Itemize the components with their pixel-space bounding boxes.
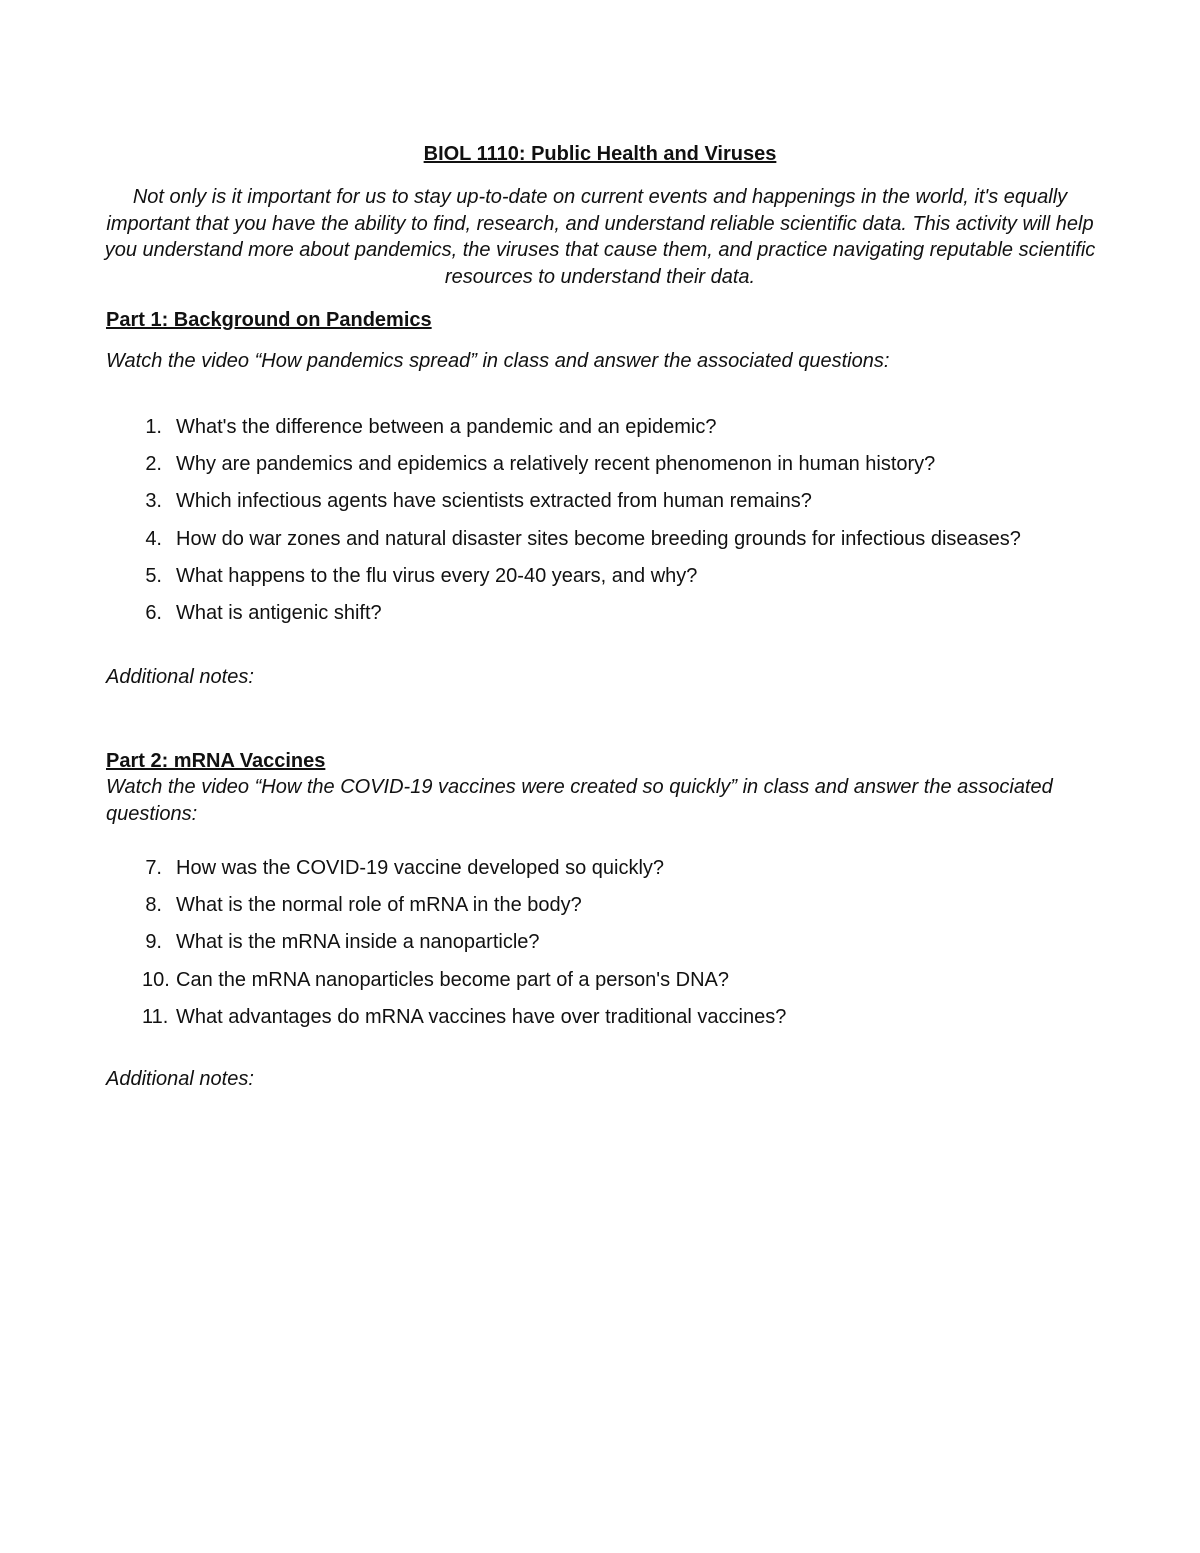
- question-text: What is the normal role of mRNA in the body?: [176, 894, 582, 917]
- question-text: Which infectious agents have scientists extracted from human remains?: [176, 490, 812, 513]
- part2-question-list: [106, 856, 1106, 1042]
- question-number: 10.: [142, 968, 170, 991]
- intro-paragraph: Not only is it important for us to stay up-to-date on current events and happenings in the world, it's equally important that you have the ability to find, research, and understand reliable scientific data. This activity will help you understand more about pandemics, the viruses that cause them, and practice navigating reputable scientific resources to understand their data.: [104, 186, 1096, 288]
- question-number: 6.: [145, 601, 162, 624]
- question-number: 8.: [145, 894, 162, 917]
- list-item: [106, 452, 1106, 489]
- part1-heading: Part 1: Background on Pandemics: [106, 309, 432, 331]
- list-item: [106, 930, 1106, 967]
- question-text: What's the difference between a pandemic and an epidemic?: [176, 416, 717, 438]
- question-text: How was the COVID-19 vaccine developed so quickly?: [176, 857, 665, 879]
- part2-heading: Part 2: mRNA Vaccines: [106, 750, 326, 772]
- question-text: What is the mRNA inside a nanoparticle?: [176, 931, 540, 954]
- list-item: [106, 564, 1106, 601]
- part1-instruction: Watch the video “How pandemics spread” in class and answer the associated questions:: [106, 350, 890, 372]
- question-text: Can the mRNA nanoparticles become part of a person's DNA?: [176, 968, 729, 991]
- question-number: 1.: [145, 416, 162, 438]
- question-number: 11.: [142, 1005, 169, 1028]
- list-item: [106, 968, 1106, 1005]
- list-item: [106, 1005, 1106, 1042]
- question-text: What advantages do mRNA vaccines have over traditional vaccines?: [176, 1005, 787, 1028]
- question-text: What happens to the flu virus every 20-40 years, and why?: [176, 564, 698, 587]
- list-item: [106, 415, 1106, 452]
- part2-instruction: Watch the video “How the COVID-19 vaccines were created so quickly” in class and answer the associated questions:: [106, 776, 1053, 825]
- list-item: [106, 856, 1106, 893]
- question-number: 3.: [145, 490, 162, 513]
- list-item: [106, 489, 1106, 526]
- list-item: [106, 527, 1106, 564]
- question-text: What is antigenic shift?: [176, 601, 382, 624]
- part1-question-list: [106, 415, 1106, 638]
- part1-additional-notes: Additional notes:: [106, 666, 254, 688]
- question-text: Why are pandemics and epidemics a relatively recent phenomenon in human history?: [176, 453, 936, 476]
- question-number: 4.: [145, 527, 162, 550]
- list-item: [106, 601, 1106, 638]
- document-title: BIOL 1110: Public Health and Viruses: [423, 143, 777, 165]
- question-number: 2.: [145, 453, 162, 476]
- question-text: How do war zones and natural disaster sites become breeding grounds for infectious diseases?: [176, 527, 1021, 550]
- question-number: 7.: [145, 857, 162, 879]
- part2-additional-notes: Additional notes:: [106, 1068, 254, 1090]
- question-number: 9.: [145, 931, 162, 954]
- question-number: 5.: [145, 564, 162, 587]
- list-item: [106, 893, 1106, 930]
